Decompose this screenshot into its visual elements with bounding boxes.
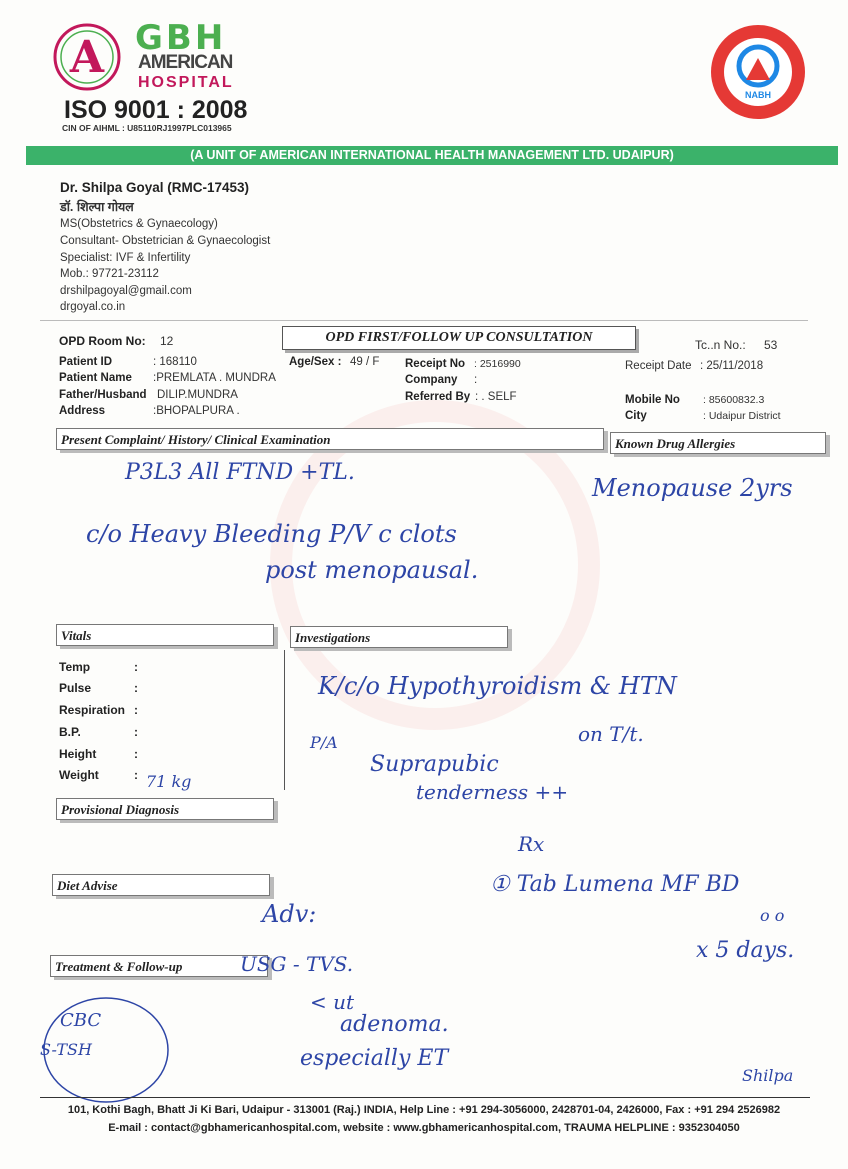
receipt-no-value: : 2516990 xyxy=(474,358,521,370)
brand-hospital: HOSPITAL xyxy=(138,74,234,91)
consultation-title: OPD FIRST/FOLLOW UP CONSULTATION xyxy=(282,326,636,350)
patient-name-value: :PREMLATA . MUNDRA xyxy=(153,372,276,384)
doctor-name-hindi: डॉ. शिल्पा गोयल xyxy=(60,200,134,214)
hw-pa: P/A xyxy=(310,733,338,752)
company-label: Company xyxy=(405,374,458,386)
hw-dose: o o xyxy=(760,906,785,925)
footer-address: 101, Kothi Bagh, Bhatt Ji Ki Bari, Udaipur - 313001 (Raj.) INDIA, Help Line : +91 294-3056000, 2428701-04, 2426000, Fax : +91 294 2526982 xyxy=(67,1104,781,1116)
vital-colon: : xyxy=(134,703,138,717)
hospital-logo-icon xyxy=(52,22,122,92)
section-allergies: Known Drug Allergies xyxy=(610,432,826,454)
section-provisional: Provisional Diagnosis xyxy=(56,798,274,820)
vital-colon: : xyxy=(134,768,138,782)
company-value: : xyxy=(474,374,478,386)
age-sex-value: 49 / F xyxy=(350,356,380,368)
hw-weight: 71 kg xyxy=(146,772,192,791)
vital-colon: : xyxy=(134,681,138,695)
vital-height: Height xyxy=(59,747,97,761)
hw-allergy-note: Menopause 2yrs xyxy=(592,474,793,502)
vital-respiration: Respiration xyxy=(59,703,126,717)
vital-bp: B.P. xyxy=(59,725,81,739)
divider xyxy=(40,320,808,321)
hw-ut: < ut xyxy=(310,990,355,1014)
hw-rx: Rx xyxy=(518,832,545,856)
cin-number: CIN OF AIHML : U85110RJ1997PLC013965 xyxy=(62,123,232,133)
hw-duration: x 5 days. xyxy=(696,938,795,963)
receipt-date-label: Receipt Date xyxy=(625,360,692,372)
hw-cbc: CBC xyxy=(60,1010,102,1031)
receipt-date-value: : 25/11/2018 xyxy=(700,360,764,372)
hw-postmenopausal: post menopausal. xyxy=(265,556,479,584)
vertical-divider xyxy=(284,650,285,790)
hw-known-case: K/c/o Hypothyroidism & HTN xyxy=(318,672,677,700)
doctor-email: drshilpagoyal@gmail.com xyxy=(60,285,192,297)
hw-tablet: ① Tab Lumena MF BD xyxy=(490,872,740,897)
vital-colon: : xyxy=(134,747,138,761)
hw-especially: especially ET xyxy=(300,1046,449,1071)
hw-tsh: S-TSH xyxy=(40,1040,92,1059)
receipt-no-label: Receipt No xyxy=(405,358,466,370)
father-label: Father/Husband xyxy=(59,389,147,401)
nabh-label: NABH xyxy=(745,90,771,100)
vital-colon: : xyxy=(134,660,138,674)
hw-advice: Adv: xyxy=(262,900,317,928)
token-value: 53 xyxy=(764,338,778,352)
vital-colon: : xyxy=(134,725,138,739)
referred-value: : . SELF xyxy=(475,391,517,403)
city-value: : Udaipur District xyxy=(703,410,781,422)
patient-name-label: Patient Name xyxy=(59,372,132,384)
unit-band: (A UNIT OF AMERICAN INTERNATIONAL HEALTH MANAGEMENT LTD. UDAIPUR) xyxy=(26,146,838,165)
section-diet: Diet Advise xyxy=(52,874,270,896)
opd-room-label: OPD Room No: xyxy=(59,334,146,348)
footer-divider xyxy=(40,1097,810,1098)
section-treatment: Treatment & Follow-up xyxy=(50,955,268,977)
age-sex-label: Age/Sex : xyxy=(289,356,342,368)
nabh-seal-icon xyxy=(708,22,808,122)
address-label: Address xyxy=(59,405,106,417)
opd-room-value: 12 xyxy=(160,334,174,348)
hw-tenderness: tenderness ++ xyxy=(416,780,569,804)
section-complaint: Present Complaint/ History/ Clinical Examination xyxy=(56,428,604,450)
iso-certification: ISO 9001 : 2008 xyxy=(64,96,248,124)
logo-letter: A xyxy=(69,32,105,83)
patient-id-label: Patient ID xyxy=(59,356,113,368)
hw-signature: Shilpa xyxy=(742,1066,794,1085)
doctor-name: Dr. Shilpa Goyal (RMC-17453) xyxy=(60,180,250,195)
doctor-degree: MS(Obstetrics & Gynaecology) xyxy=(60,218,218,230)
vital-temp: Temp xyxy=(59,660,91,674)
brand-american: AMERICAN xyxy=(138,52,233,73)
vital-weight: Weight xyxy=(59,768,99,782)
hw-complaint: c/o Heavy Bleeding P/V c clots xyxy=(86,520,457,548)
referred-label: Referred By xyxy=(405,391,471,403)
hw-adenoma: adenoma. xyxy=(340,1012,449,1037)
mobile-value: : 85600832.3 xyxy=(703,394,765,406)
patient-id-value: : 168110 xyxy=(153,356,197,368)
hw-obstetric-history: P3L3 All FTND +TL. xyxy=(125,460,355,485)
doctor-website: drgoyal.co.in xyxy=(60,301,126,313)
brand-gbh: GBH xyxy=(135,18,227,58)
hw-usg: USG - TVS. xyxy=(240,952,354,976)
hw-circle-doodle xyxy=(36,990,176,1110)
section-vitals: Vitals xyxy=(56,624,274,646)
doctor-mobile: Mob.: 97721-23112 xyxy=(60,268,159,280)
father-value: DILIP.MUNDRA xyxy=(157,389,238,401)
hw-on-treatment: on T/t. xyxy=(578,722,644,746)
footer-contact: E-mail : contact@gbhamericanhospital.com, website : www.gbhamericanhospital.com, TRAUMA HELPLINE : 9352304050 xyxy=(108,1122,740,1134)
hw-suprapubic: Suprapubic xyxy=(370,752,499,777)
vital-pulse: Pulse xyxy=(59,681,92,695)
mobile-label: Mobile No xyxy=(625,394,680,406)
token-label: Tc..n No.: xyxy=(695,338,746,352)
address-value: :BHOPALPURA . xyxy=(153,405,240,417)
section-investigations: Investigations xyxy=(290,626,508,648)
doctor-specialist: Specialist: IVF & Infertility xyxy=(60,252,191,264)
city-label: City xyxy=(625,410,647,422)
doctor-role: Consultant- Obstetrician & Gynaecologist xyxy=(60,235,271,247)
